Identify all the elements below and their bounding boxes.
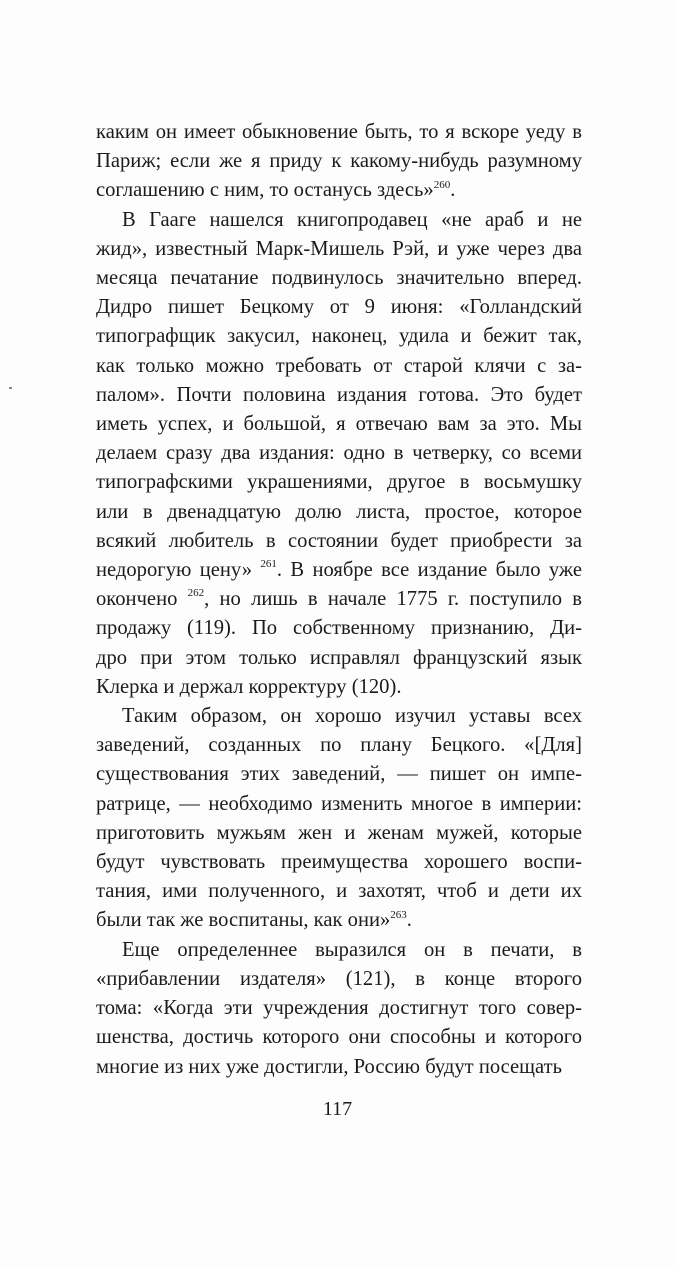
footnote-ref: 263: [390, 908, 407, 921]
line-text: окончено: [96, 588, 188, 611]
text-line: [96, 614, 582, 643]
text-line: [96, 673, 582, 702]
line-text: иметь успех, и большой, я отвечаю вам за это. Мы: [96, 413, 582, 436]
line-text: Клерка и держал корректуру (120).: [96, 675, 402, 698]
text-line: [96, 702, 582, 731]
text-line: [96, 293, 582, 322]
line-text: каким он имеет обыкновение быть, то я вскоре уеду в: [96, 121, 582, 143]
paragraph: [96, 936, 582, 1082]
line-text: многие из них уже достигли, Россию будут посещать: [96, 1055, 563, 1078]
line-text: жид», известный Марк-Мишель Рэй, и уже через два: [96, 237, 582, 260]
line-text: будут чувствовать преимущества хорошего воспи-: [96, 851, 582, 874]
line-text: заведений, созданных по плану Бецкого. «[Для]: [96, 734, 582, 757]
text-line: [96, 790, 582, 819]
footnote-ref: 262: [187, 587, 205, 600]
text-line: [96, 877, 582, 906]
footnote-ref: 260: [433, 178, 451, 191]
paragraph: [96, 702, 582, 936]
line-text-after: .: [450, 179, 456, 202]
text-line: [96, 1053, 582, 1082]
line-text: были так же воспитаны, как они»: [96, 909, 391, 932]
line-text: ратрице, — необходимо изменить многое в империи:: [96, 792, 582, 815]
line-text: месяца печатание подвинулось значительно вперед.: [96, 267, 582, 290]
text-line: [96, 381, 582, 410]
line-text: приготовить мужьям жен и женам мужей, которые: [96, 821, 582, 844]
line-text: Дидро пишет Бецкому от 9 июня: «Голландский: [96, 296, 582, 319]
text-line: [96, 556, 582, 585]
text-line: [96, 322, 582, 351]
text-line: [96, 118, 582, 147]
line-text-after: .: [406, 909, 412, 932]
margin-mark: [9, 387, 12, 389]
line-text: недорогую цену»: [96, 559, 261, 582]
text-line: [96, 264, 582, 293]
text-line: [96, 410, 582, 439]
line-text: тома: «Когда эти учреждения достигнут того совер-: [96, 997, 582, 1020]
text-line: [96, 644, 582, 673]
footnote-ref: 261: [260, 558, 277, 571]
text-line: [96, 439, 582, 468]
line-text: делаем сразу два издания: одно в четверку, со всеми: [96, 442, 582, 465]
line-text: «прибавлении издателя» (121), в конце второго: [96, 967, 582, 990]
line-text: Еще определеннее выразился он в печати, в: [122, 938, 582, 961]
line-text: тания, ими полученного, и захотят, чтоб и дети их: [96, 880, 582, 903]
line-text: типографщик закусил, наконец, удила и бежит так,: [96, 325, 582, 348]
text-line: [96, 235, 582, 264]
line-text: палом». Почти половина издания готова. Это будет: [96, 383, 582, 406]
paragraph: [96, 206, 582, 702]
text-line: [96, 965, 582, 994]
text-line: [96, 498, 582, 527]
line-text: соглашению с ним, то останусь здесь»: [96, 179, 434, 202]
text-line: [96, 206, 582, 235]
line-text: типографскими украшениями, другое в восьмушку: [96, 471, 582, 494]
line-text-after: , но лишь в начале 1775 г. поступило в: [204, 588, 583, 611]
line-text: существования этих заведений, — пишет он импе-: [96, 763, 582, 786]
line-text-after: . В ноябре все издание было уже: [276, 559, 582, 582]
line-text: или в двенадцатую долю листа, простое, которое: [96, 500, 582, 523]
page-number: 117: [322, 1098, 353, 1120]
text-line: [96, 176, 582, 205]
text-line: [96, 936, 582, 965]
line-text: как только можно требовать от старой клячи с за-: [96, 354, 582, 377]
text-line: [96, 147, 582, 176]
text-line: [96, 1023, 582, 1052]
paragraph: [96, 118, 582, 206]
text-line: [96, 352, 582, 381]
text-line: [96, 585, 582, 614]
text-line: [96, 994, 582, 1023]
text-line: [96, 527, 582, 556]
text-line: [96, 760, 582, 789]
line-text: В Гааге нашелся книгопродавец «не араб и не: [122, 208, 582, 231]
line-text: дро при этом только исправлял французский язык: [96, 646, 582, 669]
text-line: [96, 819, 582, 848]
line-text: шенства, достичь которого они способны и которого: [96, 1026, 582, 1049]
line-text: Таким образом, он хорошо изучил уставы всех: [122, 705, 582, 728]
text-line: [96, 848, 582, 877]
text-line: [96, 906, 582, 935]
line-text: продажу (119). По собственному признанию, Ди-: [96, 617, 582, 640]
line-text: всякий любитель в состоянии будет приобрести за: [96, 529, 582, 552]
body-text: [96, 118, 582, 1082]
text-line: [96, 731, 582, 760]
line-text: Париж; если же я приду к какому-нибудь разумному: [96, 150, 582, 173]
text-line: [96, 468, 582, 497]
